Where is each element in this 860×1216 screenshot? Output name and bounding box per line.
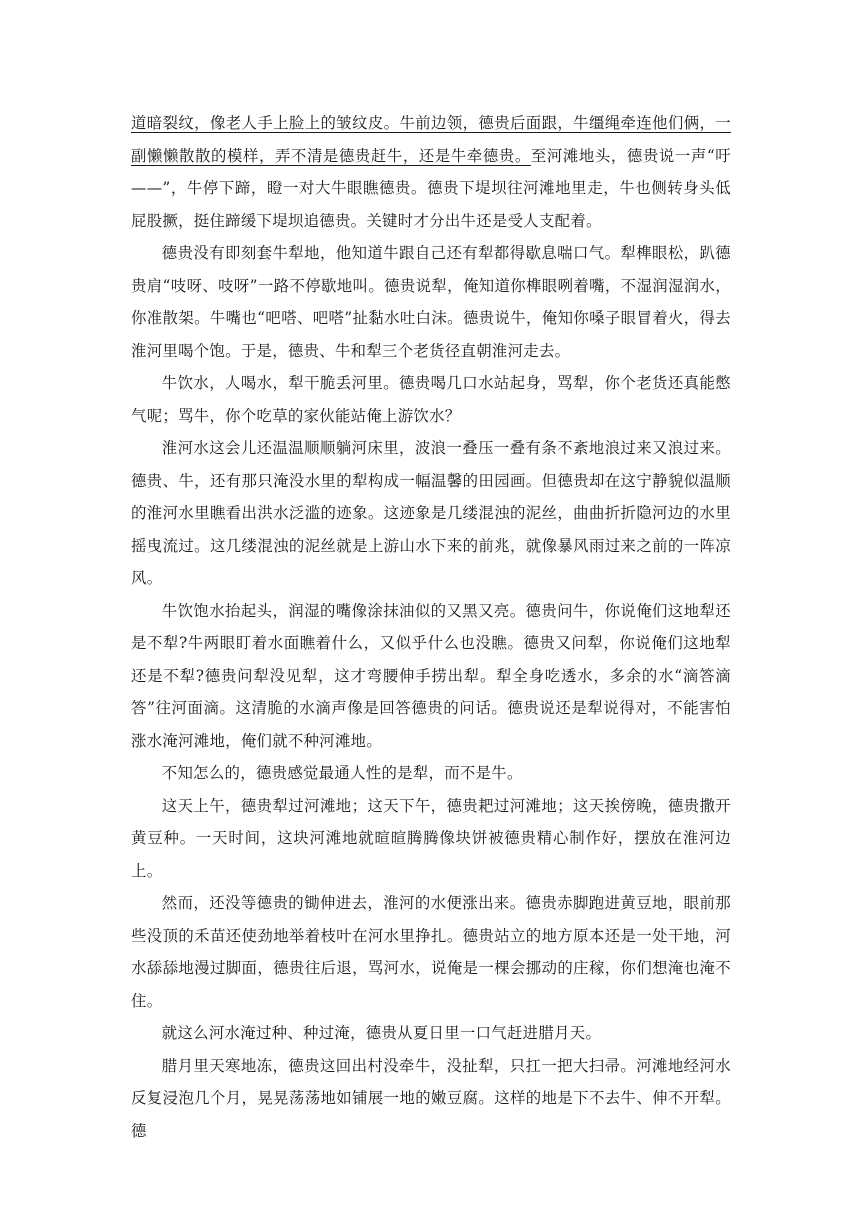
underlined-passage: 道暗裂纹，像老人手上脸上的皱纹皮。牛前边领，德贵后面跟，牛缰绳牵连他们俩，一副懒懒散散的模样，弄不清是德贵赶牛，还是牛牵德贵。 [131, 114, 731, 165]
paragraph-2: 德贵没有即刻套牛犁地，他知道牛跟自己还有犁都得歇息喘口气。犁榫眼松，趴德贵肩“吱呀、吱呀”一路不停歇地叫。德贵说犁，俺知道你榫眼咧着嘴，不湿润湿润水，你准散架。牛嘴也“吧嗒、吧嗒”扯黏水吐白沫。德贵说牛，俺知你嗓子眼冒着火，得去淮河里喝个饱。于是，德贵、牛和犁三个老货径直朝淮河走去。 [131, 244, 731, 360]
paragraph-1 [131, 107, 731, 237]
paragraph-5: 牛饮饱水抬起头，润湿的嘴像涂抹油似的又黑又亮。德贵问牛，你说俺们这地犁还是不犁?牛两眼盯着水面瞧着什么，又似乎什么也没瞧。德贵又问犁，你说俺们这地犁还是不犁?德贵问犁没见犁，这才弯腰伸手捞出犁。犁全身吃透水，多余的水“滴答滴答”往河面滴。这清脆的水滴声像是回答德贵的问话。德贵说还是犁说得对，不能害怕涨水淹河滩地，俺们就不种河滩地。 [131, 601, 731, 750]
paragraph-7: 这天上午，德贵犁过河滩地；这天下午，德贵耙过河滩地；这天挨傍晚，德贵撒开黄豆种。一天时间，这块河滩地就暄暄腾腾像块饼被德贵精心制作好，摆放在淮河边上。 [131, 796, 731, 880]
paragraph-8: 然而，还没等德贵的锄伸进去，淮河的水便涨出来。德贵赤脚跑进黄豆地，眼前那些没顶的禾苗还使劲地举着枝叶在河水里挣扎。德贵站立的地方原本还是一处干地，河水舔舔地漫过脚面，德贵往后退，骂河水，说俺是一棵会挪动的庄稼，你们想淹也淹不住。 [131, 894, 731, 1010]
paragraph-10: 腊月里天寒地冻，德贵这回出村没牵牛，没扯犁，只扛一把大扫帚。河滩地经河水反复浸泡几个月，晃晃荡荡地如铺展一地的嫩豆腐。这样的地是下不去牛、伸不开犁。德 [131, 1056, 731, 1140]
document-page [131, 107, 731, 1147]
paragraph-4: 淮河水这会儿还温温顺顺躺河床里，波浪一叠压一叠有条不紊地浪过来又浪过来。德贵、牛，还有那只淹没水里的犁构成一幅温馨的田园画。但德贵却在这宁静貌似温顺的淮河水里瞧看出洪水泛滥的迹象。这迹象是几缕混浊的泥丝，曲曲折折隐河边的水里摇曳流过。这几缕混浊的泥丝就是上游山水下来的前兆，就像暴风雨过来之前的一阵凉风。 [131, 439, 731, 587]
paragraph-6: 不知怎么的，德贵感觉最通人性的是犁，而不是牛。 [161, 764, 523, 782]
paragraph-9: 就这么河水淹过种、种过淹，德贵从夏日里一口气赶进腊月天。 [161, 1024, 602, 1042]
paragraph-1-text: 至河滩地头，德贵说一声“吁——”，牛停下蹄，瞪一对大牛眼瞧德贵。德贵下堤坝往河滩地里走，牛也侧转身头低屁股撅，挺住蹄缓下堤坝追德贵。关键时才分出牛还是受人支配着。 [131, 146, 731, 230]
paragraph-3: 牛饮水，人喝水，犁干脆丢河里。德贵喝几口水站起身，骂犁，你个老货还真能憋气呢；骂牛，你个吃草的家伙能站俺上游饮水？ [131, 374, 731, 425]
